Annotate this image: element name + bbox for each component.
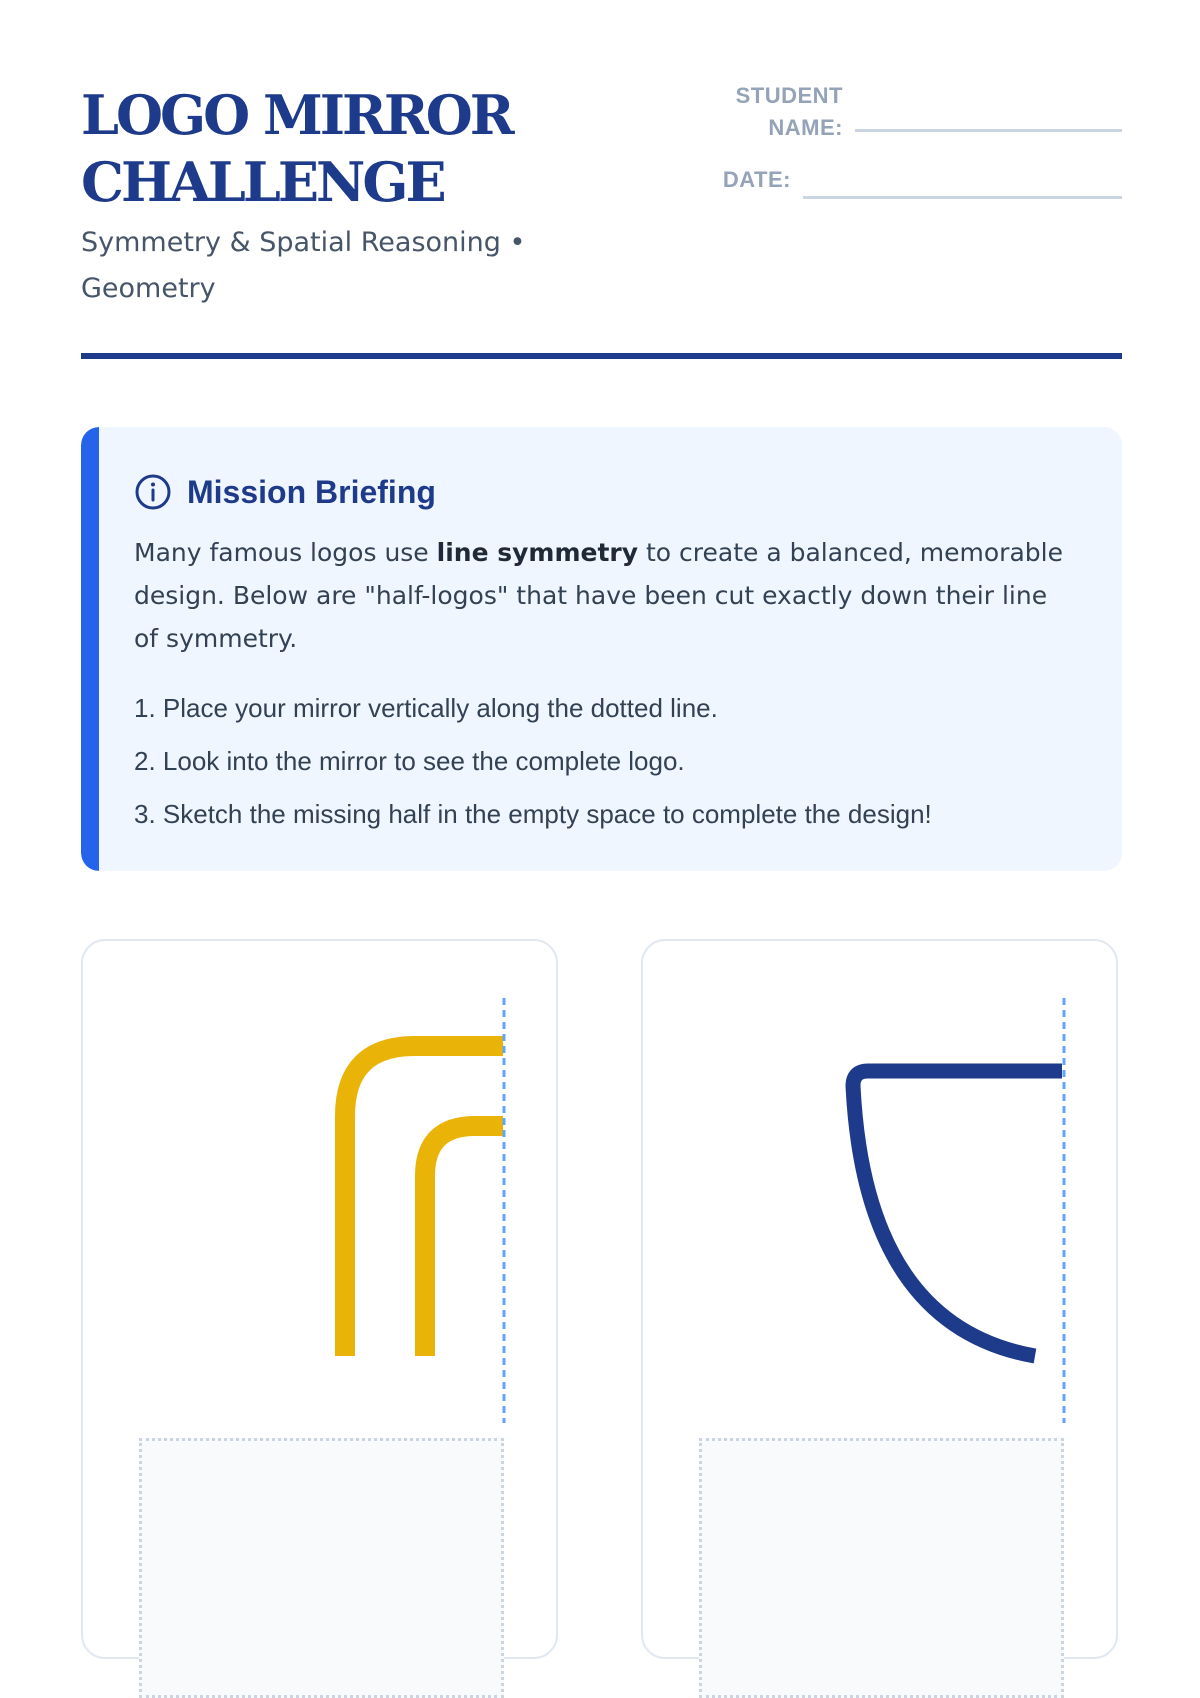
student-name-label: STUDENT NAME: xyxy=(735,83,843,140)
sketch-area[interactable] xyxy=(699,1438,1064,1698)
worksheet-page xyxy=(81,0,1122,1600)
mission-briefing-box xyxy=(81,427,1122,871)
logo-card-arches xyxy=(81,939,558,1659)
step-item: 2. Look into the mirror to see the complete logo. xyxy=(134,746,685,776)
sketch-area[interactable] xyxy=(139,1438,504,1698)
date-line[interactable] xyxy=(803,196,1122,199)
step-item: 1. Place your mirror vertically along the dotted line. xyxy=(134,693,718,723)
briefing-accent-bar xyxy=(81,427,99,871)
date-label: DATE: xyxy=(722,167,791,192)
step-item: 3. Sketch the missing half in the empty space to complete the design! xyxy=(134,799,932,829)
header-divider xyxy=(81,353,1122,359)
briefing-title: Mission Briefing xyxy=(187,473,436,510)
page-title: LOGO MIRROR CHALLENGE xyxy=(81,83,512,214)
briefing-header xyxy=(134,471,436,513)
student-name-field[interactable] xyxy=(702,80,1122,192)
briefing-text: Many famous logos use line symmetry to create a balanced, memorable design. Below are "half-logos" that have been cut exactly down their line of symmetry. xyxy=(134,538,1063,653)
logo-card-shield xyxy=(641,939,1118,1659)
line-symmetry-term: line symmetry xyxy=(436,538,639,567)
page-subtitle: Symmetry & Spatial Reasoning • Geometry xyxy=(81,227,526,304)
info-icon xyxy=(134,473,172,511)
student-info-fields xyxy=(702,80,1122,192)
student-name-line[interactable] xyxy=(855,129,1122,132)
instruction-steps xyxy=(134,682,1084,841)
